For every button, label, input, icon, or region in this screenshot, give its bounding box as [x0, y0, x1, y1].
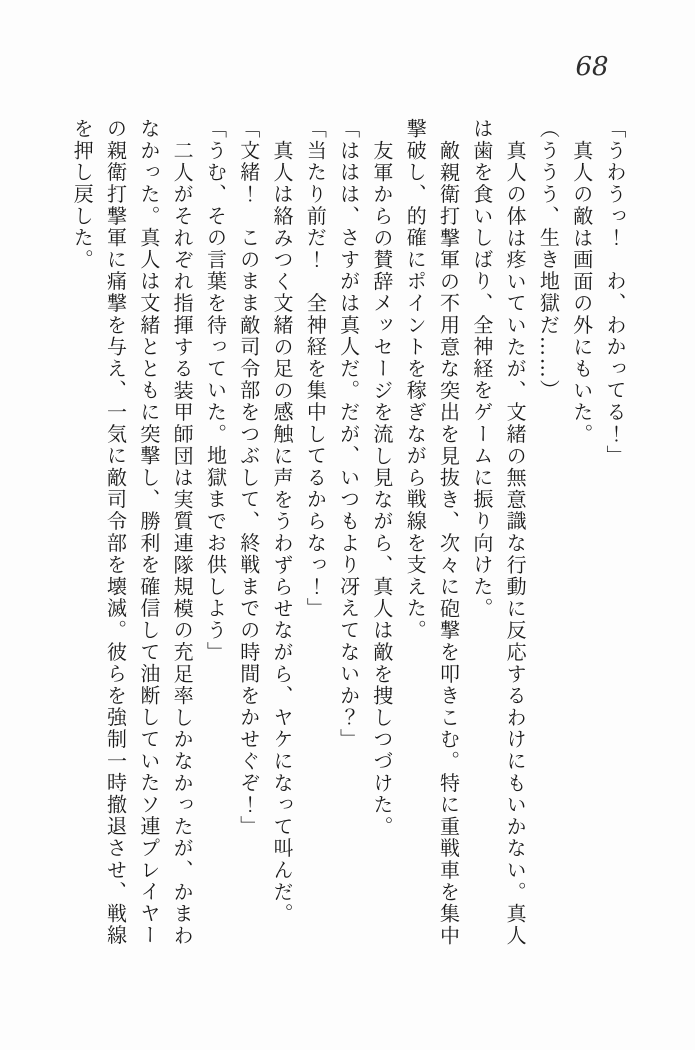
text-line: の親衛打撃軍に痛撃を与え、一気に敵司令部を壊滅。彼らを強制一時撤退させ、戦線 — [103, 118, 128, 947]
text-line: 友軍からの賛辞メッセージを流し見ながら、真人は敵を捜しつづけた。 — [369, 140, 394, 838]
text-line: 敵親衛打撃軍の不用意な突出を見抜き、次々に砲撃を叩きこむ。特に重戦車を集中 — [436, 140, 461, 947]
text-line: 「うむ、その言葉を待っていた。地獄までお供しよう」 — [203, 118, 228, 663]
text-line: 「文緒！ このまま敵司令部をつぶして、終戦までの時間をかせぐぞ！」 — [236, 118, 261, 838]
text-line: 二人がそれぞれ指揮する装甲師団は実質連隊規模の充足率しかなかったが、かまわ — [170, 140, 195, 947]
text-line: は歯を食いしばり、全神経をゲームに振り向けた。 — [469, 118, 494, 620]
text-line: 真人は絡みつく文緒の足の感触に声をうわずらせながら、ヤケになって叫んだ。 — [270, 140, 295, 925]
text-line: 「当たり前だ！ 全神経を集中してるからなっ！」 — [303, 118, 328, 620]
text-block — [65, 118, 631, 968]
text-line: 撃破し、的確にポイントを稼ぎながら戦線を支えた。 — [403, 118, 428, 642]
text-line: 真人の敵は画面の外にもいた。 — [569, 140, 594, 446]
text-line: （ううう、生き地獄だ……） — [536, 118, 561, 402]
text-line: 「ははは、さすがは真人だ。だが、いつもより冴えてないか？」 — [336, 118, 361, 751]
text-line: なかった。真人は文緒とともに突撃し、勝利を確信して油断していたソ連プレイヤー — [136, 118, 161, 947]
text-line: を押し戻した。 — [70, 118, 95, 271]
text-line: 真人の体は疼いていたが、文緒の無意識な行動に反応するわけにもいかない。真人 — [503, 140, 528, 947]
text-line: 「うわうっ！ わ、わかってる！」 — [603, 118, 627, 467]
page-number: 68 — [575, 52, 609, 82]
